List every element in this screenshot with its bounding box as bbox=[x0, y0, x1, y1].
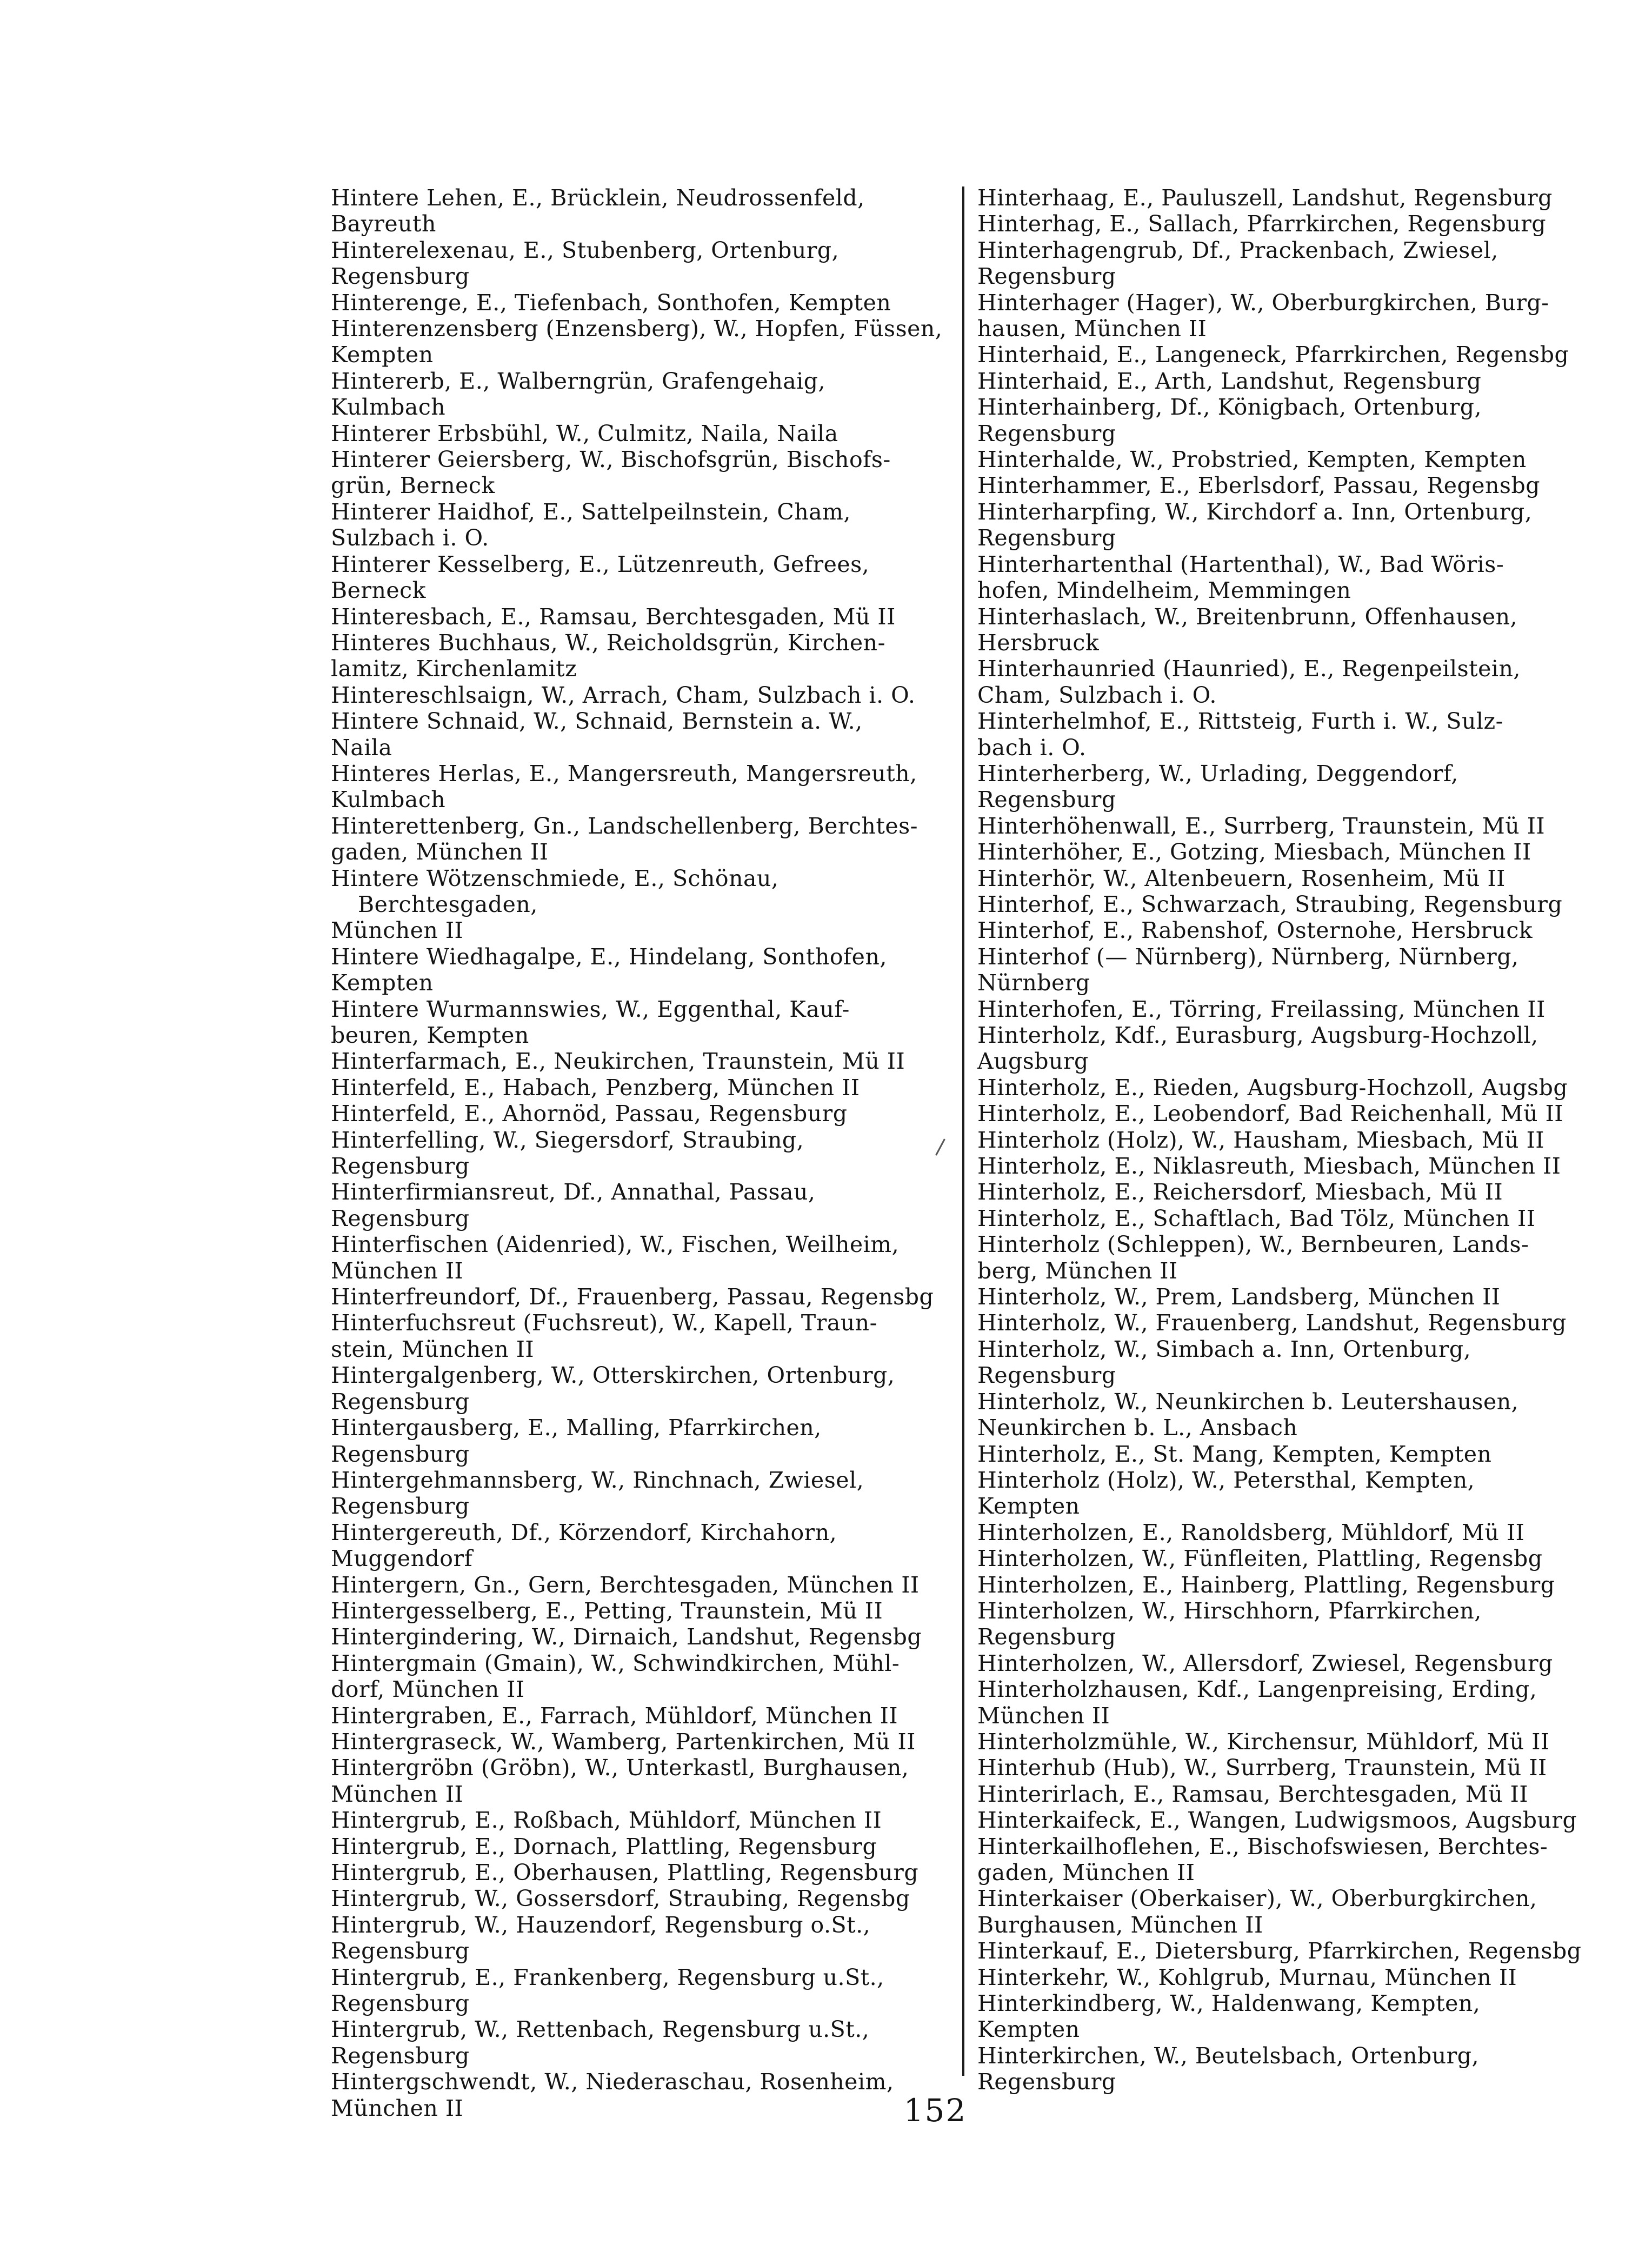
entry-line: Hinterhaag, E., Pauluszell, Landshut, Regensburg bbox=[977, 185, 1553, 211]
index-entry bbox=[977, 290, 1599, 342]
index-entry bbox=[977, 1467, 1599, 1520]
index-entry bbox=[977, 865, 1599, 891]
entry-line: Hinterholzen, E., Hainberg, Plattling, Regensburg bbox=[977, 1571, 1555, 1598]
entry-line: Hintergrub, W., Gossersdorf, Straubing, Regensbg bbox=[331, 1886, 910, 1912]
entry-line: Regensburg bbox=[977, 263, 1116, 290]
entry-line: Hinterfeld, E., Habach, Penzberg, München II bbox=[331, 1074, 860, 1101]
index-entry bbox=[977, 708, 1599, 761]
index-entry bbox=[331, 2069, 952, 2121]
entry-line: Kempten bbox=[331, 970, 434, 996]
entry-line: Hinterholz (Holz), W., Petersthal, Kempten, bbox=[977, 1467, 1475, 1493]
entry-line: Hinterholz, E., Schaftlach, Bad Tölz, München II bbox=[977, 1205, 1536, 1231]
entry-line: Hintergraben, E., Farrach, Mühldorf, München II bbox=[331, 1702, 898, 1729]
entry-line: Hinterfreundorf, Df., Frauenberg, Passau, Regensbg bbox=[331, 1284, 934, 1310]
entry-line: Hinterfarmach, E., Neukirchen, Traunstein, Mü II bbox=[331, 1048, 905, 1075]
entry-line: Kulmbach bbox=[331, 394, 446, 421]
entry-line: Hinterer Geiersberg, W., Bischofsgrün, Bischofs- bbox=[331, 447, 891, 473]
entry-line: Hinterholz, Kdf., Eurasburg, Augsburg-Hochzoll, bbox=[977, 1022, 1538, 1048]
entry-line: Hintergrub, W., Rettenbach, Regensburg u.St., bbox=[331, 2016, 870, 2043]
entry-line: Muggendorf bbox=[331, 1545, 473, 1572]
entry-line: Hinterer Erbsbühl, W., Culmitz, Naila, Naila bbox=[331, 420, 838, 447]
index-entry bbox=[977, 1886, 1599, 1938]
index-entry bbox=[977, 342, 1599, 368]
entry-line: Hintergröbn (Gröbn), W., Unterkastl, Burghausen, bbox=[331, 1755, 909, 1781]
index-entry bbox=[331, 1415, 952, 1467]
index-entry bbox=[331, 1362, 952, 1415]
entry-line: Hinterenzensberg (Enzensberg), W., Hopfen, Füssen, bbox=[331, 316, 943, 342]
entry-line: Hinterer Haidhof, E., Sattelpeilnstein, Cham, bbox=[331, 498, 851, 525]
entry-line: Cham, Sulzbach i. O. bbox=[977, 682, 1217, 708]
index-entry bbox=[331, 1650, 952, 1703]
entry-line: Hinterhainberg, Df., Königbach, Ortenburg, bbox=[977, 394, 1482, 421]
entry-line: Hinterhartenthal (Hartenthal), W., Bad Wöris- bbox=[977, 551, 1504, 577]
index-entry bbox=[977, 2043, 1599, 2095]
index-entry bbox=[977, 1572, 1599, 1598]
index-entry bbox=[977, 1336, 1599, 1389]
index-entry bbox=[331, 944, 952, 996]
entry-line: Hintererb, E., Walberngrün, Grafengehaig, bbox=[331, 368, 826, 394]
entry-line: Hinterhagengrub, Df., Prackenbach, Zwiesel, bbox=[977, 237, 1498, 263]
entry-line: gaden, München II bbox=[977, 1860, 1195, 1886]
index-entry bbox=[331, 1598, 952, 1624]
entry-line: Hinterhag, E., Sallach, Pfarrkirchen, Regensburg bbox=[977, 211, 1547, 237]
index-entry bbox=[977, 944, 1599, 996]
index-entry bbox=[977, 1022, 1599, 1075]
index-entry bbox=[977, 1834, 1599, 1886]
index-entry bbox=[977, 1284, 1599, 1310]
entry-line: Hinterkauf, E., Dietersburg, Pfarrkirchen, Regensbg bbox=[977, 1938, 1582, 1964]
entry-line: Hinterhör, W., Altenbeuern, Rosenheim, Mü II bbox=[977, 865, 1506, 891]
entry-line: München II bbox=[331, 1781, 464, 1807]
entry-line: Hinteresbach, E., Ramsau, Berchtesgaden, Mü II bbox=[331, 603, 896, 630]
entry-line: München II bbox=[331, 2095, 464, 2121]
entry-line: grün, Berneck bbox=[331, 472, 495, 499]
entry-line: Hinterhager (Hager), W., Oberburgkirchen, Burg- bbox=[977, 289, 1549, 316]
entry-line: Nürnberg bbox=[977, 970, 1090, 996]
index-entry bbox=[331, 551, 952, 604]
entry-line: Hinterkailhoflehen, E., Bischofswiesen, Berchtes- bbox=[977, 1833, 1548, 1860]
entry-line: Regensburg bbox=[331, 1205, 470, 1231]
index-entry bbox=[331, 761, 952, 813]
index-entry bbox=[331, 1284, 952, 1310]
entry-line: Hinterfeld, E., Ahornöd, Passau, Regensburg bbox=[331, 1101, 848, 1127]
entry-line: hausen, München II bbox=[977, 316, 1207, 342]
index-entry bbox=[331, 447, 952, 499]
entry-line: Hintergrub, W., Hauzendorf, Regensburg o.St., bbox=[331, 1911, 871, 1938]
entry-line: Hintergalgenberg, W., Otterskirchen, Ortenburg, bbox=[331, 1362, 895, 1389]
entry-line: Hintergrub, E., Dornach, Plattling, Regensburg bbox=[331, 1833, 877, 1860]
page-number: 152 bbox=[903, 2092, 967, 2129]
entry-line: Hintergehmannsberg, W., Rinchnach, Zwiesel, bbox=[331, 1467, 864, 1493]
entry-line: Hinterholz, W., Prem, Landsberg, München II bbox=[977, 1284, 1501, 1310]
entry-line: Bayreuth bbox=[331, 211, 436, 237]
index-entry bbox=[977, 1938, 1599, 1964]
entry-line: Hinterholz, W., Frauenberg, Landshut, Regensburg bbox=[977, 1310, 1567, 1336]
entry-line: Hinterhub (Hub), W., Surrberg, Traunstein, Mü II bbox=[977, 1755, 1547, 1781]
index-entry bbox=[331, 1075, 952, 1101]
entry-line: Hinterkindberg, W., Haldenwang, Kempten, bbox=[977, 1990, 1481, 2017]
index-entry bbox=[977, 1755, 1599, 1781]
entry-line: Hintereschlsaign, W., Arrach, Cham, Sulzbach i. O. bbox=[331, 682, 916, 708]
index-entry bbox=[977, 891, 1599, 917]
entry-line: Regensburg bbox=[331, 1938, 470, 1964]
index-entry bbox=[977, 1205, 1599, 1231]
entry-line: Hintere Wurmannswies, W., Eggenthal, Kauf- bbox=[331, 996, 850, 1022]
entry-line: Sulzbach i. O. bbox=[331, 525, 489, 551]
entry-line: Hinterhöhenwall, E., Surrberg, Traunstein, Mü II bbox=[977, 812, 1546, 839]
entry-line: Regensburg bbox=[331, 2042, 470, 2069]
index-entry bbox=[977, 551, 1599, 604]
left-column bbox=[331, 185, 952, 2121]
index-entry bbox=[977, 1075, 1599, 1101]
entry-line: Hinterholzen, W., Allersdorf, Zwiesel, Regensburg bbox=[977, 1650, 1553, 1676]
index-entry bbox=[331, 1755, 952, 1807]
entry-line: stein, München II bbox=[331, 1336, 535, 1362]
entry-line: Kempten bbox=[977, 1493, 1080, 1520]
entry-line: Hinterettenberg, Gn., Landschellenberg, Berchtes- bbox=[331, 812, 918, 839]
entry-line: München II bbox=[331, 917, 464, 944]
entry-line: Hinterhof, E., Schwarzach, Straubing, Regensburg bbox=[977, 891, 1563, 917]
entry-line: Hinterholz, E., Leobendorf, Bad Reichenhall, Mü II bbox=[977, 1101, 1563, 1127]
entry-line: Burghausen, München II bbox=[977, 1911, 1263, 1938]
entry-line: Hinterer Kesselberg, E., Lützenreuth, Gefrees, bbox=[331, 551, 870, 577]
entry-line: Hinterhalde, W., Probstried, Kempten, Kempten bbox=[977, 447, 1527, 473]
entry-line: Regensburg bbox=[331, 1153, 470, 1180]
index-entry bbox=[977, 1310, 1599, 1336]
entry-line: Hinterholz (Holz), W., Hausham, Miesbach, Mü II bbox=[977, 1127, 1545, 1153]
index-entry bbox=[977, 1990, 1599, 2043]
index-entry bbox=[977, 1179, 1599, 1205]
index-entry bbox=[977, 656, 1599, 708]
entry-line: Hinterholz, W., Simbach a. Inn, Ortenburg, bbox=[977, 1336, 1471, 1362]
entry-line: gaden, München II bbox=[331, 839, 549, 865]
entry-line: Hinterherberg, W., Urlading, Deggendorf, bbox=[977, 760, 1458, 787]
entry-line: Regensburg bbox=[977, 2069, 1116, 2095]
right-column bbox=[977, 185, 1599, 2095]
entry-line: Hinterelexenau, E., Stubenberg, Ortenburg, bbox=[331, 237, 840, 263]
index-entry bbox=[977, 472, 1599, 498]
entry-line: lamitz, Kirchenlamitz bbox=[331, 656, 577, 682]
entry-line: Regensburg bbox=[977, 420, 1116, 447]
index-entry bbox=[977, 604, 1599, 656]
entry-line: Hinterfelling, W., Siegersdorf, Straubing, bbox=[331, 1127, 804, 1153]
index-entry bbox=[331, 1127, 952, 1180]
entry-line: Hintere Schnaid, W., Schnaid, Bernstein a. W., bbox=[331, 708, 863, 735]
entry-line: Hinterirlach, E., Ramsau, Berchtesgaden, Mü II bbox=[977, 1781, 1529, 1807]
index-entry bbox=[331, 1467, 952, 1520]
index-entry bbox=[331, 2016, 952, 2069]
index-entry bbox=[977, 237, 1599, 290]
entry-line: Hinterholzen, W., Fünfleiten, Plattling, Regensbg bbox=[977, 1545, 1543, 1572]
index-entry bbox=[331, 1886, 952, 1911]
index-entry bbox=[331, 1624, 952, 1650]
index-entry bbox=[331, 1231, 952, 1284]
entry-line: Hinterkaiser (Oberkaiser), W., Oberburgkirchen, bbox=[977, 1886, 1537, 1912]
index-entry bbox=[977, 1650, 1599, 1676]
index-entry bbox=[331, 996, 952, 1049]
entry-line: Hintergraseck, W., Wamberg, Partenkirchen, Mü II bbox=[331, 1728, 916, 1755]
index-entry bbox=[331, 499, 952, 551]
entry-line: Hintergrub, E., Oberhausen, Plattling, Regensburg bbox=[331, 1860, 919, 1886]
entry-line: Hinterfuchsreut (Fuchsreut), W., Kapell, Traun- bbox=[331, 1310, 877, 1336]
index-entry bbox=[977, 1598, 1599, 1650]
entry-line: Hintergschwendt, W., Niederaschau, Rosenheim, bbox=[331, 2069, 894, 2095]
entry-line: München II bbox=[331, 1257, 464, 1284]
entry-line: Hintergereuth, Df., Körzendorf, Kirchahorn, bbox=[331, 1519, 837, 1545]
entry-line: Hinteres Buchhaus, W., Reicholdsgrün, Kirchen- bbox=[331, 629, 885, 656]
index-entry bbox=[331, 316, 952, 368]
entry-line: Hintergesselberg, E., Petting, Traunstein, Mü II bbox=[331, 1597, 883, 1624]
entry-line: Regensburg bbox=[331, 1493, 470, 1520]
index-entry bbox=[977, 1101, 1599, 1127]
entry-line: Regensburg bbox=[977, 1362, 1116, 1389]
entry-line: Hinterhof (— Nürnberg), Nürnberg, Nürnberg, bbox=[977, 943, 1519, 970]
entry-line: Hinterenge, E., Tiefenbach, Sonthofen, Kempten bbox=[331, 289, 891, 316]
index-entry bbox=[331, 237, 952, 290]
entry-line: Hersbruck bbox=[977, 629, 1100, 656]
entry-line: Hinterhaunried (Haunried), E., Regenpeilstein, bbox=[977, 656, 1521, 682]
index-entry bbox=[977, 1545, 1599, 1571]
entry-line: Hintere Wötzenschmiede, E., Schönau, Berchtesgaden, bbox=[331, 865, 779, 917]
entry-line: Hintergindering, W., Dirnaich, Landshut, Regensbg bbox=[331, 1624, 922, 1650]
index-entry bbox=[331, 865, 952, 944]
entry-line: beuren, Kempten bbox=[331, 1022, 529, 1048]
index-entry bbox=[331, 1912, 952, 1964]
entry-line: Regensburg bbox=[331, 1388, 470, 1415]
entry-line: Hinterhaslach, W., Breitenbrunn, Offenhausen, bbox=[977, 603, 1518, 630]
entry-line: Hintere Wiedhagalpe, E., Hindelang, Sonthofen, bbox=[331, 943, 887, 970]
index-entry bbox=[977, 1807, 1599, 1833]
entry-line: Hinterhofen, E., Törring, Freilassing, München II bbox=[977, 996, 1546, 1022]
entry-line: Hintergausberg, E., Malling, Pfarrkirchen, bbox=[331, 1415, 822, 1441]
index-entry bbox=[331, 1834, 952, 1860]
index-entry bbox=[331, 1179, 952, 1231]
entry-line: bach i. O. bbox=[977, 734, 1087, 761]
index-entry bbox=[331, 708, 952, 761]
entry-line: Hinterhelmhof, E., Rittsteig, Furth i. W., Sulz- bbox=[977, 708, 1503, 735]
entry-line: Regensburg bbox=[331, 1441, 470, 1467]
entry-line: Regensburg bbox=[331, 1990, 470, 2017]
entry-line: Hinterholz, E., St. Mang, Kempten, Kempten bbox=[977, 1441, 1492, 1467]
entry-line: Hinterkehr, W., Kohlgrub, Murnau, München II bbox=[977, 1964, 1517, 1990]
entry-line: Hinterholzhausen, Kdf., Langenpreising, Erding, bbox=[977, 1676, 1537, 1703]
entry-line: Hinterfischen (Aidenried), W., Fischen, Weilheim, bbox=[331, 1231, 900, 1258]
index-entry bbox=[331, 1310, 952, 1362]
entry-line: Kulmbach bbox=[331, 787, 446, 813]
index-entry bbox=[331, 1807, 952, 1833]
column-divider bbox=[962, 186, 964, 2076]
entry-line: Hinteres Herlas, E., Mangersreuth, Mangersreuth, bbox=[331, 760, 917, 787]
entry-line: Hintergrub, E., Frankenberg, Regensburg u.St., bbox=[331, 1964, 884, 1990]
entry-line: Hinterholz, E., Reichersdorf, Miesbach, Mü II bbox=[977, 1179, 1503, 1205]
index-entry bbox=[977, 996, 1599, 1022]
index-entry bbox=[977, 1676, 1599, 1729]
index-entry bbox=[331, 1703, 952, 1729]
entry-line: Hinterholz, W., Neunkirchen b. Leutershausen, bbox=[977, 1388, 1519, 1415]
index-entry bbox=[977, 813, 1599, 839]
entry-line: Kempten bbox=[977, 2016, 1080, 2043]
index-entry bbox=[977, 1441, 1599, 1467]
index-entry bbox=[977, 1520, 1599, 1545]
index-entry bbox=[331, 1101, 952, 1127]
index-entry bbox=[331, 421, 952, 447]
entry-line: Hinterholz (Schleppen), W., Bernbeuren, Lands- bbox=[977, 1231, 1529, 1258]
entry-line: Hinterfirmiansreut, Df., Annathal, Passau, bbox=[331, 1179, 816, 1205]
entry-line: Hinterholzen, W., Hirschhorn, Pfarrkirchen, bbox=[977, 1597, 1482, 1624]
entry-line: Berneck bbox=[331, 577, 426, 604]
entry-line: Hinterkaifeck, E., Wangen, Ludwigsmoos, Augsburg bbox=[977, 1807, 1577, 1834]
entry-line: Hintere Lehen, E., Brücklein, Neudrossenfeld, bbox=[331, 185, 865, 211]
index-entry bbox=[331, 185, 952, 237]
entry-line: Hinterhaid, E., Arth, Landshut, Regensburg bbox=[977, 368, 1482, 394]
index-entry bbox=[331, 813, 952, 865]
entry-line: Hinterholzen, E., Ranoldsberg, Mühldorf, Mü II bbox=[977, 1519, 1525, 1545]
entry-line: Regensburg bbox=[977, 787, 1116, 813]
index-entry bbox=[331, 1729, 952, 1755]
entry-line: Hinterhöher, E., Gotzing, Miesbach, München II bbox=[977, 839, 1531, 865]
entry-line: Hinterkirchen, W., Beutelsbach, Ortenburg, bbox=[977, 2042, 1480, 2069]
index-entry bbox=[977, 1127, 1599, 1153]
index-entry bbox=[977, 1153, 1599, 1179]
entry-line: Hintergern, Gn., Gern, Berchtesgaden, München II bbox=[331, 1571, 920, 1598]
index-entry bbox=[977, 1781, 1599, 1807]
index-entry bbox=[977, 211, 1599, 237]
entry-line: dorf, München II bbox=[331, 1676, 525, 1703]
entry-line: Hinterharpfing, W., Kirchdorf a. Inn, Ortenburg, bbox=[977, 498, 1533, 525]
index-entry bbox=[977, 1729, 1599, 1755]
entry-line: berg, München II bbox=[977, 1257, 1178, 1284]
entry-line: Hinterhammer, E., Eberlsdorf, Passau, Regensbg bbox=[977, 472, 1540, 499]
entry-line: Hinterhof, E., Rabenshof, Osternohe, Hersbruck bbox=[977, 917, 1533, 944]
index-entry bbox=[977, 447, 1599, 472]
index-entry bbox=[977, 761, 1599, 813]
entry-line: Neunkirchen b. L., Ansbach bbox=[977, 1415, 1298, 1441]
index-entry bbox=[977, 394, 1599, 447]
index-entry bbox=[331, 1048, 952, 1074]
index-entry bbox=[977, 1231, 1599, 1284]
index-entry bbox=[977, 1964, 1599, 1990]
entry-line: Augsburg bbox=[977, 1048, 1089, 1075]
index-entry bbox=[977, 1389, 1599, 1441]
index-entry bbox=[331, 630, 952, 682]
index-entry bbox=[331, 1964, 952, 2017]
index-entry bbox=[331, 290, 952, 316]
entry-line: Hinterholz, E., Rieden, Augsburg-Hochzoll, Augsbg bbox=[977, 1074, 1568, 1101]
entry-line: Hintergrub, E., Roßbach, Mühldorf, München II bbox=[331, 1807, 882, 1834]
entry-line: Hintergmain (Gmain), W., Schwindkirchen, Mühl- bbox=[331, 1650, 900, 1676]
index-entry bbox=[977, 917, 1599, 943]
index-entry bbox=[977, 368, 1599, 394]
entry-line: Regensburg bbox=[977, 525, 1116, 551]
index-entry bbox=[331, 368, 952, 421]
index-entry bbox=[331, 1572, 952, 1598]
entry-line: hofen, Mindelheim, Memmingen bbox=[977, 577, 1351, 604]
index-entry bbox=[331, 1860, 952, 1886]
index-entry bbox=[977, 185, 1599, 211]
entry-line: Regensburg bbox=[331, 263, 470, 290]
index-entry bbox=[331, 604, 952, 630]
entry-line: Hinterholz, E., Niklasreuth, Miesbach, München II bbox=[977, 1153, 1561, 1180]
entry-line: Naila bbox=[331, 734, 392, 761]
index-entry bbox=[977, 839, 1599, 865]
entry-line: Hinterhaid, E., Langeneck, Pfarrkirchen, Regensbg bbox=[977, 342, 1569, 368]
entry-line: München II bbox=[977, 1702, 1110, 1729]
index-entry bbox=[331, 1520, 952, 1572]
entry-line: Regensburg bbox=[977, 1624, 1116, 1650]
index-entry bbox=[977, 499, 1599, 551]
entry-line: Kempten bbox=[331, 342, 434, 368]
entry-line: Hinterholzmühle, W., Kirchensur, Mühldorf, Mü II bbox=[977, 1728, 1550, 1755]
index-entry bbox=[331, 682, 952, 708]
